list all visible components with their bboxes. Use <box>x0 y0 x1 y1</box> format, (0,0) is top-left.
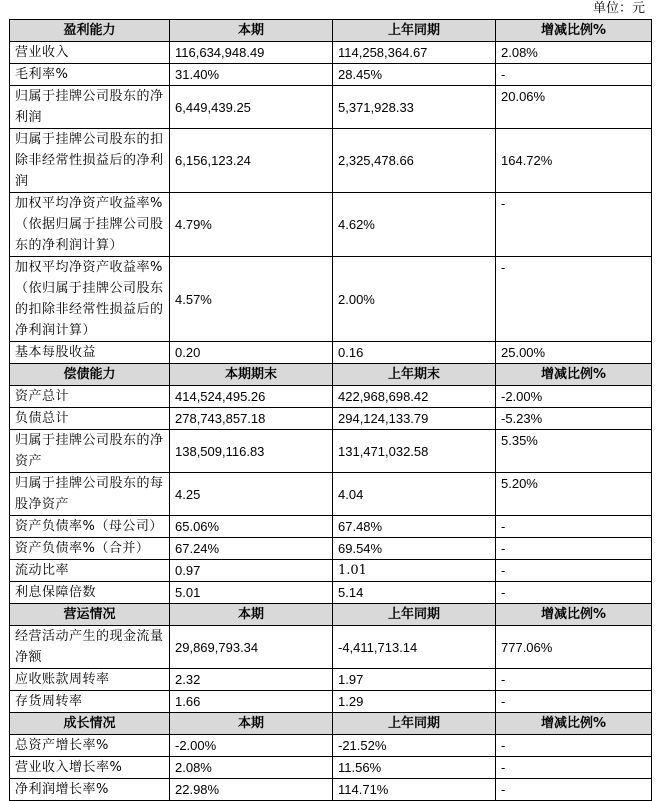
table-row <box>10 193 652 257</box>
previous-value: 1.97 <box>333 669 496 691</box>
change-value: - <box>496 516 652 538</box>
table-row <box>10 64 652 86</box>
table-row <box>10 42 652 64</box>
table-row <box>10 626 652 669</box>
table-row <box>10 408 652 430</box>
header-cell-current: 本期 <box>170 713 333 735</box>
previous-value: -4,411,713.14 <box>333 626 496 669</box>
header-cell-current: 本期 <box>170 20 333 42</box>
current-value: 31.40% <box>170 64 333 86</box>
current-value: 6,156,123.24 <box>170 129 333 193</box>
previous-value: 422,968,698.42 <box>333 386 496 408</box>
header-cell-current: 本期 <box>170 604 333 626</box>
change-value: 164.72% <box>496 129 652 193</box>
change-value: 5.35% <box>496 430 652 473</box>
row-label: 归属于挂牌公司股东的净资产 <box>10 430 170 473</box>
change-value: 25.00% <box>496 342 652 364</box>
change-value: - <box>496 757 652 779</box>
row-label: 利息保障倍数 <box>10 582 170 604</box>
current-value: 22.98% <box>170 779 333 801</box>
change-value: - <box>496 538 652 560</box>
section-header-operations <box>10 604 652 626</box>
table-row <box>10 386 652 408</box>
header-cell-category: 营运情况 <box>10 604 170 626</box>
change-value: - <box>496 669 652 691</box>
change-value: - <box>496 735 652 757</box>
previous-value: 67.48% <box>333 516 496 538</box>
header-cell-category: 偿债能力 <box>10 364 170 386</box>
previous-value: 5,371,928.33 <box>333 86 496 129</box>
header-cell-category: 盈利能力 <box>10 20 170 42</box>
row-label: 营业收入增长率% <box>10 757 170 779</box>
header-cell-category: 成长情况 <box>10 713 170 735</box>
financial-table-body <box>10 20 652 801</box>
previous-value: 0.16 <box>333 342 496 364</box>
current-value: 4.25 <box>170 473 333 516</box>
change-value: -5.23% <box>496 408 652 430</box>
current-value: 2.32 <box>170 669 333 691</box>
section-header-solvency <box>10 364 652 386</box>
previous-value: 114.71% <box>333 779 496 801</box>
current-value: 414,524,495.26 <box>170 386 333 408</box>
current-value: 0.20 <box>170 342 333 364</box>
current-value: 6,449,439.25 <box>170 86 333 129</box>
current-value: 278,743,857.18 <box>170 408 333 430</box>
current-value: 138,509,116.83 <box>170 430 333 473</box>
previous-value: 2,325,478.66 <box>333 129 496 193</box>
row-label: 净利润增长率% <box>10 779 170 801</box>
change-value: 20.06% <box>496 86 652 129</box>
current-value: 2.08% <box>170 757 333 779</box>
current-value: 29,869,793.34 <box>170 626 333 669</box>
table-row <box>10 86 652 129</box>
row-label: 毛利率% <box>10 64 170 86</box>
table-row <box>10 342 652 364</box>
table-row <box>10 473 652 516</box>
header-cell-change: 增减比例% <box>496 713 652 735</box>
row-label: 加权平均净资产收益率%（依据归属于挂牌公司股东的净利润计算） <box>10 193 170 257</box>
current-value: 4.79% <box>170 193 333 257</box>
row-label: 归属于挂牌公司股东的净利润 <box>10 86 170 129</box>
current-value: 5.01 <box>170 582 333 604</box>
change-value: -2.00% <box>496 386 652 408</box>
header-cell-change: 增减比例% <box>496 364 652 386</box>
row-label: 经营活动产生的现金流量净额 <box>10 626 170 669</box>
row-label: 资产总计 <box>10 386 170 408</box>
row-label: 营业收入 <box>10 42 170 64</box>
change-value: - <box>496 64 652 86</box>
current-value: 4.57% <box>170 257 333 342</box>
previous-value: 69.54% <box>333 538 496 560</box>
row-label: 归属于挂牌公司股东的扣除非经常性损益后的净利润 <box>10 129 170 193</box>
table-row <box>10 430 652 473</box>
section-header-profitability <box>10 20 652 42</box>
table-row <box>10 538 652 560</box>
row-label: 基本每股收益 <box>10 342 170 364</box>
table-row <box>10 129 652 193</box>
current-value: 67.24% <box>170 538 333 560</box>
previous-value: 2.00% <box>333 257 496 342</box>
table-row <box>10 757 652 779</box>
current-value: -2.00% <box>170 735 333 757</box>
row-label: 应收账款周转率 <box>10 669 170 691</box>
change-value: 2.08% <box>496 42 652 64</box>
row-label: 资产负债率%（母公司） <box>10 516 170 538</box>
previous-value: 131,471,032.58 <box>333 430 496 473</box>
table-row <box>10 257 652 342</box>
change-value: 777.06% <box>496 626 652 669</box>
change-value: - <box>496 779 652 801</box>
row-label: 存货周转率 <box>10 691 170 713</box>
previous-value: 1.01 <box>333 560 496 582</box>
change-value: - <box>496 193 652 257</box>
change-value: - <box>496 691 652 713</box>
header-cell-previous: 上年期末 <box>333 364 496 386</box>
header-cell-current: 本期期末 <box>170 364 333 386</box>
header-cell-change: 增减比例% <box>496 20 652 42</box>
row-label: 负债总计 <box>10 408 170 430</box>
header-cell-change: 增减比例% <box>496 604 652 626</box>
current-value: 116,634,948.49 <box>170 42 333 64</box>
change-value: - <box>496 257 652 342</box>
header-cell-previous: 上年同期 <box>333 713 496 735</box>
row-label: 加权平均净资产收益率%（依归属于挂牌公司股东的扣除非经常性损益后的净利润计算） <box>10 257 170 342</box>
header-cell-previous: 上年同期 <box>333 20 496 42</box>
row-label: 总资产增长率% <box>10 735 170 757</box>
previous-value: 294,124,133.79 <box>333 408 496 430</box>
previous-value: 4.04 <box>333 473 496 516</box>
table-row <box>10 691 652 713</box>
previous-value: 28.45% <box>333 64 496 86</box>
previous-value: 4.62% <box>333 193 496 257</box>
table-row <box>10 735 652 757</box>
section-header-growth <box>10 713 652 735</box>
previous-value: 5.14 <box>333 582 496 604</box>
table-row <box>10 582 652 604</box>
previous-value: -21.52% <box>333 735 496 757</box>
row-label: 资产负债率%（合并） <box>10 538 170 560</box>
row-label: 流动比率 <box>10 560 170 582</box>
current-value: 65.06% <box>170 516 333 538</box>
unit-label: 单位：元 <box>592 1 645 16</box>
table-row <box>10 516 652 538</box>
change-value: - <box>496 582 652 604</box>
current-value: 0.97 <box>170 560 333 582</box>
current-value: 1.66 <box>170 691 333 713</box>
change-value: 5.20% <box>496 473 652 516</box>
financial-indicators-table <box>9 19 652 801</box>
table-row <box>10 560 652 582</box>
change-value: - <box>496 560 652 582</box>
previous-value: 1.29 <box>333 691 496 713</box>
header-cell-previous: 上年同期 <box>333 604 496 626</box>
previous-value: 114,258,364.67 <box>333 42 496 64</box>
row-label: 归属于挂牌公司股东的每股净资产 <box>10 473 170 516</box>
table-row <box>10 669 652 691</box>
previous-value: 11.56% <box>333 757 496 779</box>
